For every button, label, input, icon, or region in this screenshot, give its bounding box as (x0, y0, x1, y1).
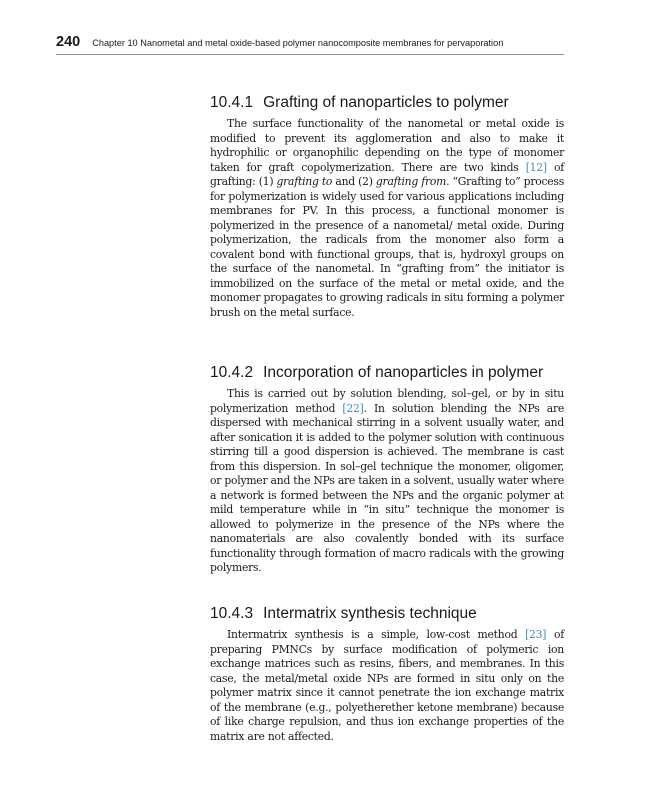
section-number: 10.4.3 (210, 605, 254, 622)
section-title: Grafting of nanoparticles to polymer (263, 94, 509, 111)
section-number: 10.4.1 (210, 94, 254, 111)
running-head-title: Chapter 10 Nanometal and metal oxide-based polymer nanocomposite membranes for pervaporation (92, 38, 504, 48)
running-header (56, 34, 564, 55)
text-run: This is carried out by solution blending, sol–gel, or by in situ polymerization method (210, 387, 564, 415)
text-run: and (2) (332, 175, 376, 188)
citation-link[interactable]: [12] (525, 160, 547, 174)
section-heading (210, 364, 564, 382)
text-run: The surface functionality of the nanometal or metal oxide is modified to prevent its agglomeration and also to make it hydrophilic or organophilic depending on the type of monomer taken for graft copolymerization. There are two kinds (210, 117, 564, 174)
section-number: 10.4.2 (210, 364, 254, 381)
paragraph (210, 628, 564, 744)
section-heading (210, 94, 564, 112)
section-heading (210, 605, 564, 623)
paragraph (210, 387, 564, 576)
citation-link[interactable]: [23] (525, 628, 547, 641)
text-run: . In solution blending the NPs are dispersed with mechanical stirring in a solvent usually water, and after sonication it is added to the polymer solution with continuous stirring till a good dispersion is achieved. The membrane is cast from this dispersion. In sol–gel technique the monomer, oligomer, or polymer and the NPs are taken in a solvent, usually water where a network is formed between the NPs and the organic polymer at mild temperature while in “in situ” technique the monomer is allowed to polymerize in the presence of the NPs where the nanomaterials are also covalently bonded with its surface functionality through formation of macro radicals with the growing polymers. (210, 401, 564, 574)
citation-link[interactable]: [22] (342, 401, 364, 415)
emphasis-text: grafting to (276, 175, 333, 188)
text-run: of preparing PMNCs by surface modification of polymeric ion exchange matrices such as resins, fibers, and membranes. In this case, the metal/metal oxide NPs are formed in situ only on the polymer matrix since it cannot penetrate the ion exchange matrix of the membrane (e.g., polyetherether ketone membrane) because of like charge repulsion, and thus ion exchange properties of the matrix are not affected. (210, 628, 564, 743)
text-run: . “Grafting to” process for polymerization is widely used for various applications including membranes for PV. In this process, a functional monomer is polymerized in the presence of a nanometal/ metal oxide. During polymerization, the radicals from the monomer also form a covalent bond with functional groups, that is, hydroxyl groups on the surface of the nanometal. In “grafting from” the initiator is immobilized on the surface of the metal or metal oxide, and the monomer propagates to growing radicals in situ forming a polymer brush on the metal surface. (210, 175, 564, 319)
section-10-4-2 (210, 364, 564, 576)
section-10-4-3 (210, 605, 564, 744)
text-run: of grafting: (1) (210, 160, 564, 188)
section-title: Intermatrix synthesis technique (263, 605, 477, 622)
emphasis-text: grafting from (375, 175, 447, 188)
page-number: 240 (56, 34, 81, 50)
text-run: Intermatrix synthesis is a simple, low-cost method (227, 628, 526, 641)
section-10-4-1 (210, 94, 564, 320)
paragraph (210, 117, 564, 320)
section-title: Incorporation of nanoparticles in polymer (263, 364, 544, 381)
